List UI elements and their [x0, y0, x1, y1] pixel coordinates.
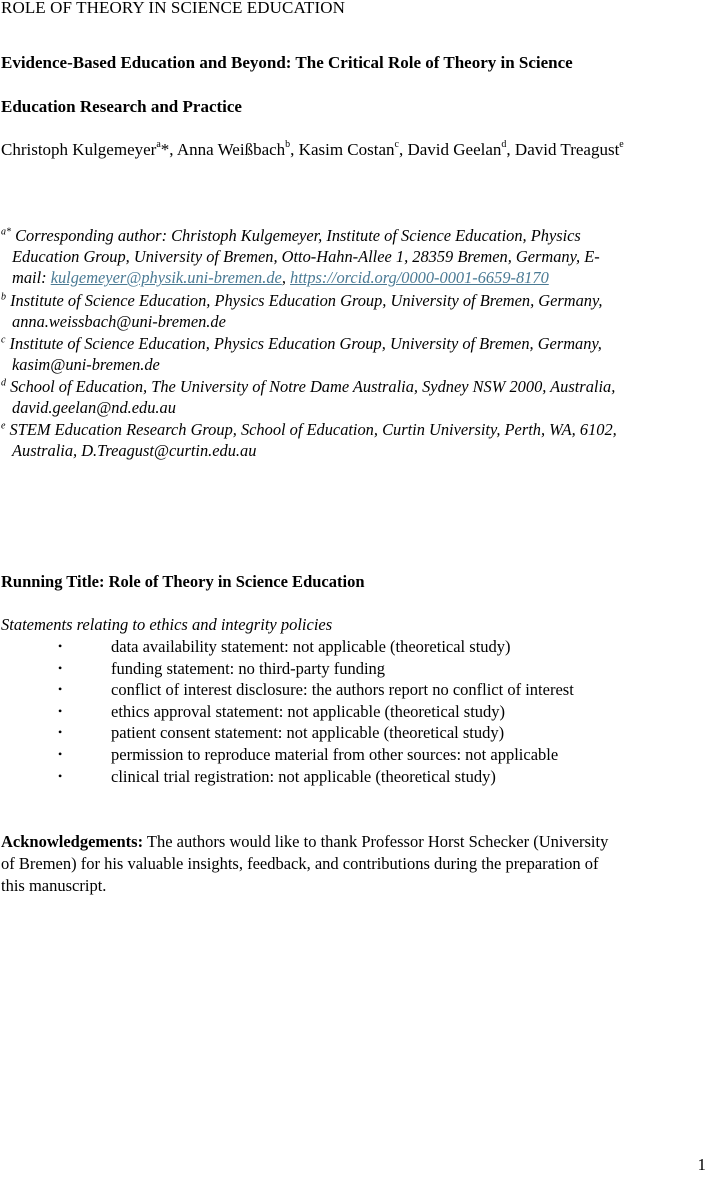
bullet-icon: • — [58, 639, 63, 653]
affiliation-email: david.geelan@nd.edu.au — [12, 398, 176, 418]
bullet-icon: • — [58, 725, 63, 740]
author-name: Anna Weißbach — [176, 140, 286, 159]
affiliation-email: Australia, D.Treagust@curtin.edu.au — [12, 441, 257, 461]
document-page: ROLE OF THEORY IN SCIENCE EDUCATION Evidence-Based Education and Beyond: The Critical Role of Theory in Science Education Research and Practice Christoph Kulgemeyer$^a$*, Anna Weißbach$^b$, Kasim Costan$^c$, David Geelan$^d$, David Treagust$^e$ $^{a*}$ Corresponding author: Christoph Kulgemeyer, Institute of Science Education, Physics Education Group, University of Bremen, Otto-Hahn-Allee 1, 28359 Bremen, Germany, E- mail: kulgemeyer@physik.uni-bremen.de, https://orcid.org/0000-0001-6659-8170 $^b$ Institute of Science Education, Physics Education Group, University of Bremen, Germany, anna.weissbach@uni-bremen.de $^c$ Institute of Science Education, Physics Education Group, University of Bremen, Germany, kasim@uni-bremen.de $^d$ School of Education, The University of Notre Dame Australia, Sydney NSW 2000, Australia, david.geelan@nd.edu.au $^e$ STEM Education Research Group, School of Education, Curtin University, Perth, WA, 6102, Australia, D.Treagust@curtin.edu.au Running Title: Role of Theory in Science Education Statements relating to ethics and integrity policies • data availability statement: not applicable (theoretical study) • funding statement: no third-party funding • conflict of interest disclosure: the authors report no conflict of interest • ethics approval statement: not applicable (theoretical study) • patient consent statement: not applicable (theoretical study) • permission to reproduce material from other sources: not applicable • clinical trial registration: not applicable (theoretical study) Acknowledgements: The authors would like to thank Professor Horst Schecker (University of Bremen) for his valuable insights, feedback, and contributions during the preparation of this manuscript. 1 — [0, 0, 709, 1200]
author-mark: d — [501, 139, 507, 151]
affiliation-mark: a* — [1, 226, 11, 238]
affiliation-line: $^e$ STEM Education Research Group, School of Education, Curtin University, Perth, WA, 6102, — [1, 420, 617, 439]
author-mark: e — [619, 139, 624, 151]
affiliation-c — [1, 333, 602, 375]
affiliation-e — [1, 419, 617, 461]
affiliation-a — [1, 225, 600, 289]
bullet-icon: • — [58, 660, 63, 675]
acknowledgements-line: Acknowledgements: The authors would like to thank Professor Horst Schecker (University — [1, 832, 609, 851]
statements-heading: Statements relating to ethics and integrity policies — [1, 615, 333, 634]
author-separator: , — [398, 140, 408, 159]
email-link[interactable]: kulgemeyer@physik.uni-bremen.de — [50, 268, 282, 288]
bullet-icon: • — [58, 768, 63, 783]
author-mark: c — [394, 139, 399, 151]
author-mark: a — [156, 139, 161, 151]
bullet-icon: • — [58, 682, 63, 697]
author-mark: b — [285, 139, 291, 151]
affiliation-line: Education Group, University of Bremen, Otto-Hahn-Allee 1, 28359 Bremen, Germany, E- — [12, 247, 600, 267]
affiliation-mark: d — [1, 377, 6, 389]
bullet-icon: • — [58, 746, 63, 761]
paper-title-line-2: Education Research and Practice — [1, 97, 242, 116]
affiliation-b — [1, 290, 602, 332]
affiliation-mark: b — [1, 291, 6, 303]
acknowledgements-line: of Bremen) for his valuable insights, feedback, and contributions during the preparation of — [1, 854, 599, 873]
author-name: David Geelan — [407, 140, 502, 159]
affiliation-mark: c — [1, 334, 6, 346]
author-separator: , — [506, 140, 515, 159]
bullet-icon: • — [58, 703, 63, 718]
acknowledgements-label: Acknowledgements: — [1, 832, 144, 851]
affiliation-line: mail: kulgemeyer@physik.uni-bremen.de, https://orcid.org/0000-0001-6659-8170 — [12, 268, 549, 288]
running-head: ROLE OF THEORY IN SCIENCE EDUCATION — [1, 0, 345, 17]
affiliation-line: $^{a*}$ Corresponding author: Christoph Kulgemeyer, Institute of Science Education, Physics — [1, 226, 581, 245]
paper-title-line-1: Evidence-Based Education and Beyond: The Critical Role of Theory in Science — [1, 53, 573, 72]
author-name: David Treagust — [514, 140, 620, 159]
affiliation-email: anna.weissbach@uni-bremen.de — [12, 312, 226, 332]
affiliation-line: $^b$ Institute of Science Education, Physics Education Group, University of Bremen, Germany, — [1, 291, 603, 310]
acknowledgements — [1, 831, 701, 897]
affiliation-mark: e — [1, 420, 6, 432]
author-name: Kasim Costan — [298, 140, 395, 159]
author-separator: *, — [160, 140, 177, 159]
affiliation-d — [1, 376, 615, 418]
orcid-link[interactable]: https://orcid.org/0000-0001-6659-8170 — [290, 268, 549, 288]
affiliation-email: kasim@uni-bremen.de — [12, 355, 160, 375]
affiliation-line: $^d$ School of Education, The University of Notre Dame Australia, Sydney NSW 2000, Australia, — [1, 377, 616, 396]
author-list — [1, 138, 624, 162]
acknowledgements-line: this manuscript. — [1, 876, 107, 895]
page-number: 1 — [697, 1155, 706, 1174]
author-name: Christoph Kulgemeyer — [1, 140, 157, 159]
running-title: Running Title: Role of Theory in Science Education — [1, 572, 365, 591]
affiliation-line: $^c$ Institute of Science Education, Physics Education Group, University of Bremen, Germany, — [1, 334, 602, 353]
author-separator: , — [290, 140, 299, 159]
